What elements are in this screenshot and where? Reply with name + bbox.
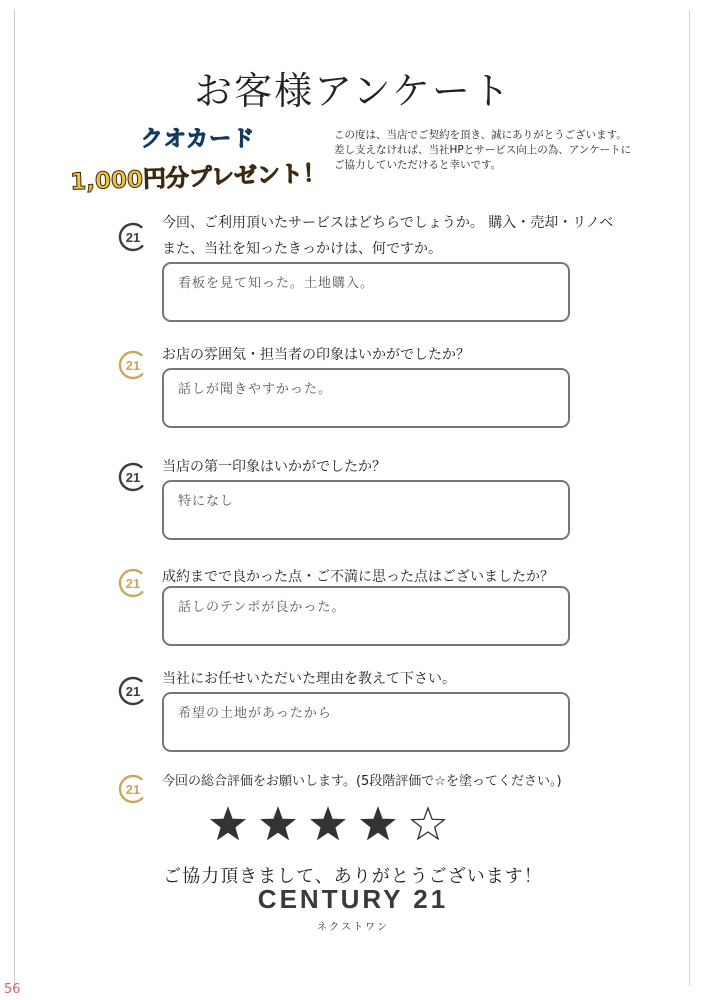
c21-badge-icon — [118, 568, 148, 598]
c21-badge-icon — [118, 774, 148, 804]
c21-badge-icon — [118, 462, 148, 492]
svg-text:21: 21 — [125, 684, 141, 699]
brand-subtitle: ネクストワン — [317, 922, 389, 933]
answer-2-text: 話しが聞きやすかった。 — [178, 382, 333, 397]
question-3-text: 当店の第一印象はいかがでしたか？ — [162, 459, 386, 475]
intro-line-3: ご協力していただけると幸いです。 — [334, 159, 502, 171]
c21-badge-icon — [118, 350, 148, 380]
answer-box-3[interactable] — [162, 480, 570, 540]
brand-logo: CENTURY 21 — [257, 884, 449, 914]
star-filled-icon[interactable] — [210, 806, 246, 842]
star-shape — [312, 808, 344, 839]
promo-line-2: 1,000円分プレゼント！ — [69, 160, 327, 196]
svg-text:21: 21 — [125, 358, 141, 373]
promo-banner — [58, 122, 338, 196]
svg-text:21: 21 — [125, 470, 141, 485]
promo-line-1: クオカード — [140, 127, 256, 152]
svg-text:21: 21 — [125, 230, 141, 245]
star-filled-icon[interactable] — [360, 806, 396, 842]
rating-prompt: 今回の総合評価をお願いします。(5段階評価で☆を塗ってください。) — [162, 774, 562, 789]
star-shape — [212, 808, 244, 839]
intro-line-1: この度は、当店でご契約を頂き、誠にありがとうございます。 — [334, 129, 627, 141]
svg-text:21: 21 — [125, 782, 141, 797]
question-1-line-1: 今回、ご利用頂いたサービスはどちらでしょうか。 購入・売却・リノベ — [162, 215, 614, 231]
intro-text — [334, 128, 674, 173]
answer-box-2[interactable] — [162, 368, 570, 428]
star-shape — [262, 808, 294, 839]
question-2-text: お店の雰囲気・担当者の印象はいかがでしたか？ — [162, 347, 470, 363]
star-shape — [362, 808, 394, 839]
answer-3-text: 特になし — [178, 494, 235, 509]
rating-stars[interactable] — [210, 806, 450, 846]
answer-4-text: 話しのテンポが良かった。 — [178, 600, 346, 615]
star-filled-icon[interactable] — [310, 806, 346, 842]
question-5-text: 当社にお任せいただいた理由を教えて下さい。 — [162, 671, 456, 687]
star-shape — [412, 808, 444, 839]
answer-5-text: 希望の土地があったから — [178, 706, 332, 721]
page-title: お客様アンケート — [194, 69, 512, 113]
answer-box-5[interactable] — [162, 692, 570, 752]
answer-1-text: 看板を見て知った。土地購入。 — [178, 276, 375, 291]
thanks-message: ご協力頂きまして、ありがとうございます！ — [163, 866, 543, 887]
star-filled-icon[interactable] — [260, 806, 296, 842]
c21-badge-icon — [118, 222, 148, 252]
question-4-text: 成約までで良かった点・ご不満に思った点はございましたか？ — [162, 569, 554, 585]
page-number: 56 — [4, 982, 21, 997]
answer-box-1[interactable] — [162, 262, 570, 322]
star-empty-icon[interactable] — [410, 806, 446, 842]
svg-text:21: 21 — [125, 576, 141, 591]
intro-line-2: 差し支えなければ、当社HPとサービス向上の為、アンケートに — [334, 144, 632, 156]
c21-badge-icon — [118, 676, 148, 706]
question-1-line-2: また、当社を知ったきっかけは、何ですか。 — [162, 241, 442, 257]
answer-box-4[interactable] — [162, 586, 570, 646]
